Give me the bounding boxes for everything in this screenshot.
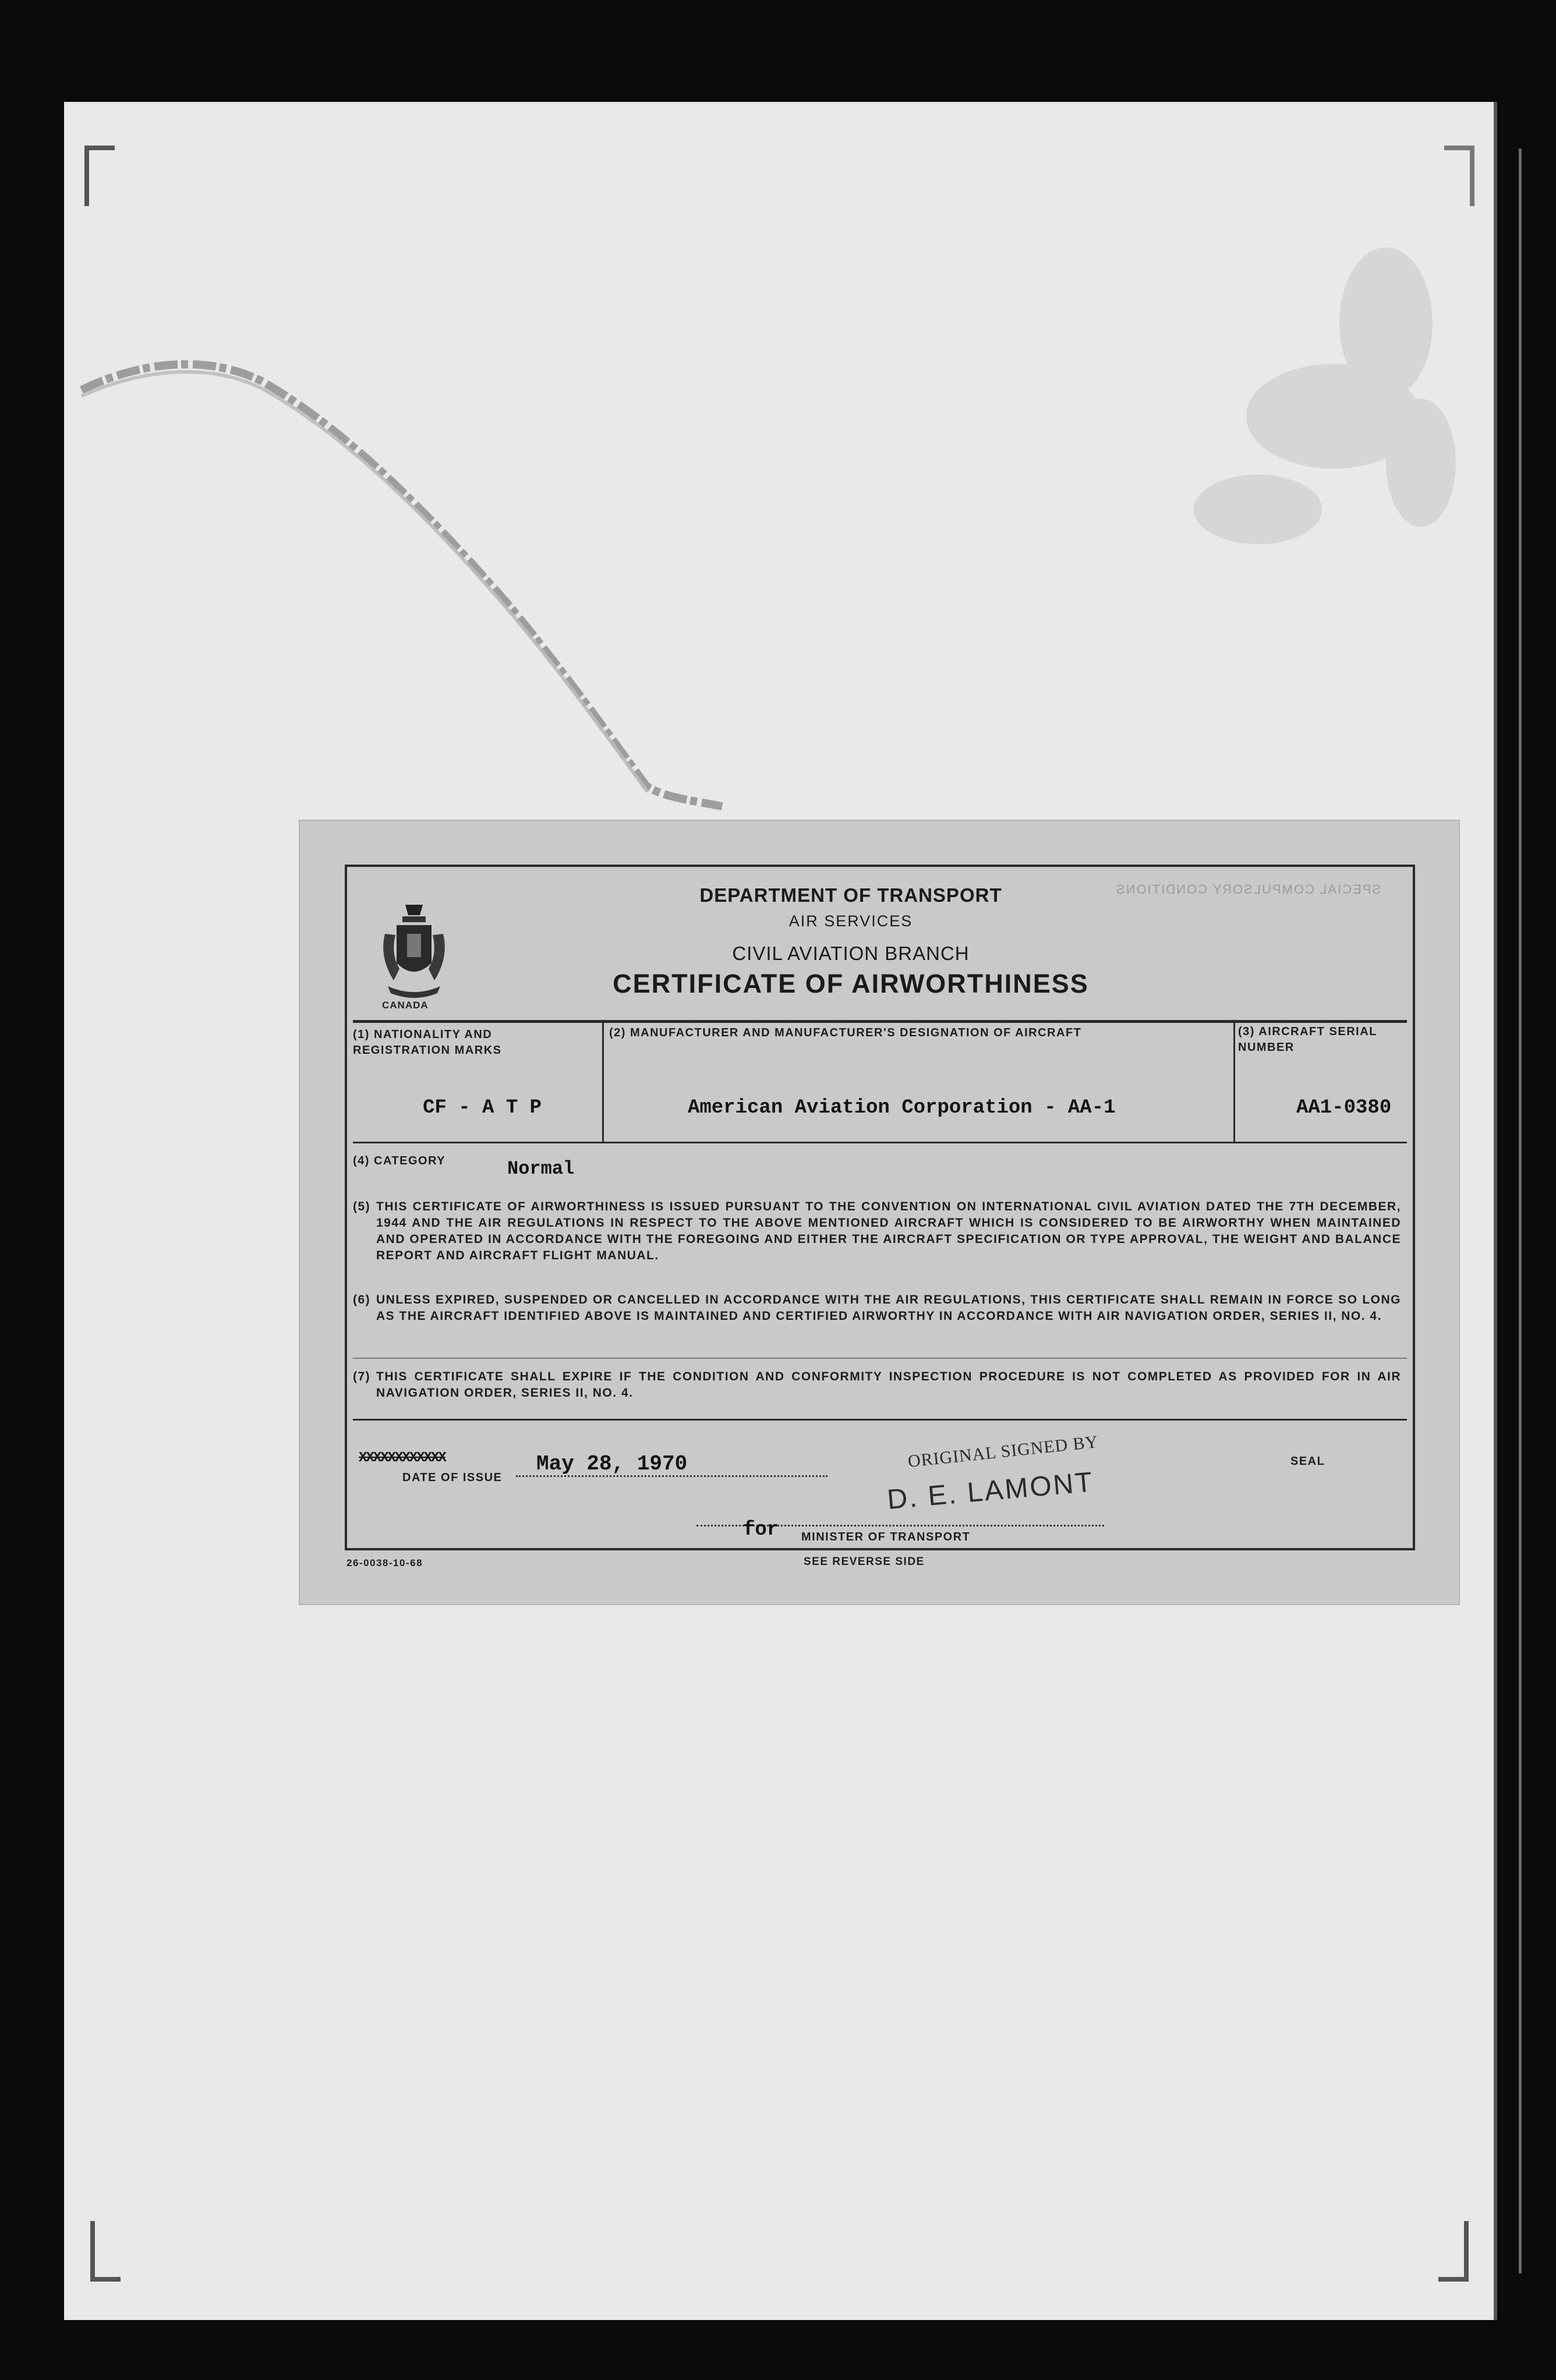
- crest-caption: CANADA: [382, 1000, 429, 1011]
- clause-7-text: THIS CERTIFICATE SHALL EXPIRE IF THE CONDITION AND CONFORMITY INSPECTION PROCEDURE IS NOT COMPLETED AS PROVIDED FOR IN AIR NAVIGATION ORDER, SERIES II, NO. 4.: [376, 1370, 1401, 1400]
- bleed-through-text: SPECIAL COMPULSORY CONDITIONS: [1115, 882, 1381, 897]
- field-divider-1: [602, 1020, 604, 1143]
- clause-5-number: (5): [353, 1200, 371, 1213]
- department-heading: DEPARTMENT OF TRANSPORT: [699, 884, 1002, 906]
- see-reverse-note: SEE REVERSE SIDE: [804, 1556, 925, 1568]
- struck-out-text: XXXXXXXXXXXX: [359, 1450, 445, 1466]
- date-of-issue-line: [516, 1475, 827, 1477]
- header-divider: [353, 1020, 1407, 1023]
- serial-number-label: (3) AIRCRAFT SERIAL NUMBER: [1238, 1025, 1377, 1054]
- branch-heading: CIVIL AVIATION BRANCH: [732, 943, 970, 964]
- clause-7-number: (7): [353, 1370, 371, 1383]
- certificate-frame: [345, 865, 1415, 1550]
- service-heading: AIR SERVICES: [788, 912, 913, 930]
- date-of-issue-label: DATE OF ISSUE: [402, 1471, 503, 1484]
- field-divider-2: [1233, 1020, 1235, 1143]
- page-edge-line: [1519, 148, 1522, 2273]
- nationality-label: (1) NATIONALITY AND REGISTRATION MARKS: [353, 1028, 502, 1057]
- clause-6-text: UNLESS EXPIRED, SUSPENDED OR CANCELLED IN ACCORDANCE WITH THE AIR REGULATIONS, THIS CERTIFICATE SHALL REMAIN IN FORCE SO LONG AS THE AIRCRAFT IDENTIFIED ABOVE IS MAINTAINED AND CERTIFIED AIRWORTHY IN ACCORDANCE WITH AIR NAVIGATION ORDER, SERIES II, NO. 4.: [376, 1293, 1401, 1323]
- serial-number-value: AA1-0380: [1296, 1097, 1392, 1119]
- category-value: Normal: [507, 1158, 575, 1180]
- date-of-issue-value: May 28, 1970: [536, 1452, 688, 1476]
- document-page: [64, 102, 1497, 2320]
- original-signed-stamp: ORIGINAL SIGNED BY: [907, 1432, 1099, 1472]
- registration-marks-value: CF - A T P: [423, 1097, 542, 1119]
- clause-6: [353, 1292, 1407, 1324]
- clause-divider: [353, 1358, 1407, 1359]
- fields-bottom-divider: [353, 1142, 1407, 1143]
- clause-6-number: (6): [353, 1293, 371, 1306]
- certificate-card: [300, 821, 1459, 1604]
- clause-7: [353, 1369, 1407, 1401]
- category-label: (4) CATEGORY: [353, 1154, 446, 1167]
- manufacturer-label: (2) MANUFACTURER AND MANUFACTURER'S DESIGNATION OF AIRCRAFT: [609, 1026, 1082, 1039]
- signature-area-divider: [353, 1419, 1407, 1421]
- manufacturer-value: American Aviation Corporation - AA-1: [688, 1097, 1116, 1119]
- seal-label: SEAL: [1290, 1455, 1325, 1468]
- clause-5-text: THIS CERTIFICATE OF AIRWORTHINESS IS ISSUED PURSUANT TO THE CONVENTION ON INTERNATIONAL CIVIL AVIATION DATED THE 7TH DECEMBER, 1944 AND THE AIR REGULATIONS IN RESPECT TO THE ABOVE MENTIONED AIRCRAFT WHICH IS CONSIDERED TO BE AIRWORTHY WHEN MAINTAINED AND OPERATED IN ACCORDANCE WITH THE FOREGOING AND EITHER THE AIRCRAFT SPECIFICATION OR TYPE APPROVAL, THE WEIGHT AND BALANCE REPORT AND AIRCRAFT FLIGHT MANUAL.: [376, 1200, 1401, 1262]
- certificate-title: CERTIFICATE OF AIRWORTHINESS: [613, 969, 1089, 998]
- minister-label: MINISTER OF TRANSPORT: [801, 1531, 971, 1543]
- for-text: for: [743, 1519, 779, 1541]
- form-number: 26-0038-10-68: [346, 1557, 423, 1568]
- clause-5: [353, 1199, 1407, 1264]
- signatory-name: D. E. LAMONT: [886, 1467, 1095, 1516]
